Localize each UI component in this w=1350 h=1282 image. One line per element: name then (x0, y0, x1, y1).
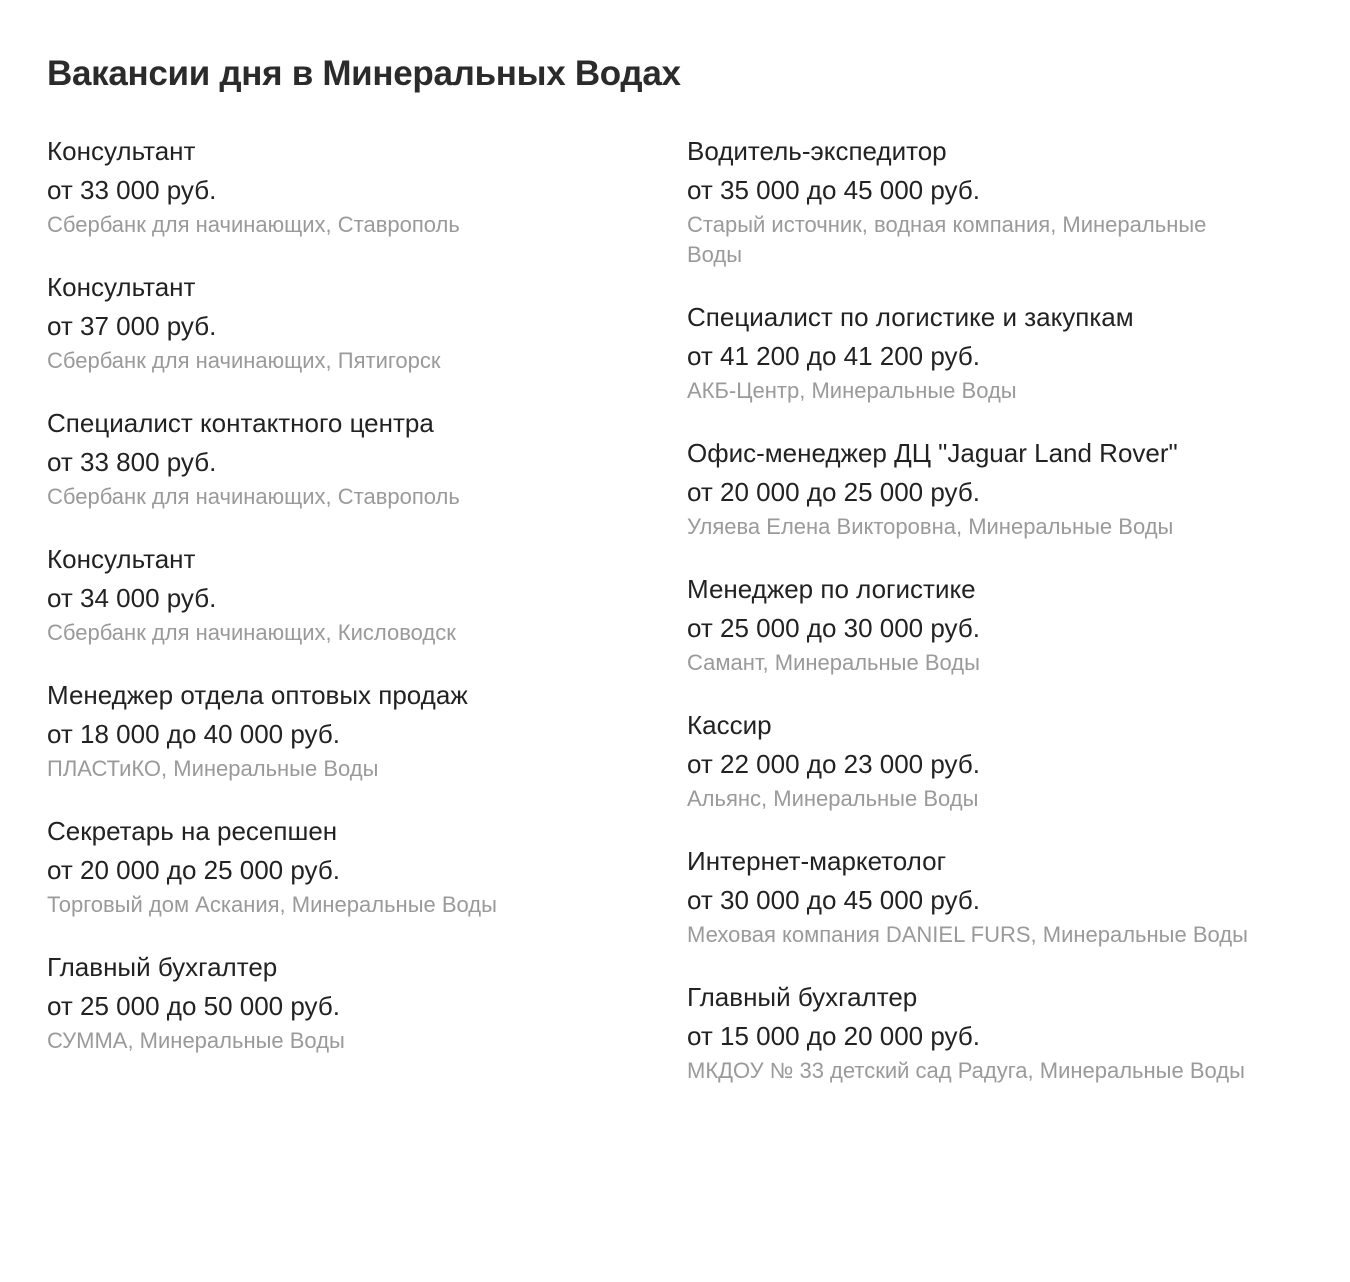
vacancy-salary: от 37 000 руб. (47, 311, 217, 341)
vacancy-salary: от 18 000 до 40 000 руб. (47, 719, 340, 749)
vacancy-title-link[interactable]: Офис-менеджер ДЦ "Jaguar Land Rover" (687, 438, 1178, 468)
vacancy-title-link[interactable]: Специалист контактного центра (47, 408, 434, 438)
vacancy-salary: от 35 000 до 45 000 руб. (687, 175, 980, 205)
vacancy-company: Старый источник, водная компания, Минеральные Воды (687, 212, 1207, 267)
vacancy-salary: от 20 000 до 25 000 руб. (47, 855, 340, 885)
vacancy-item (47, 948, 647, 1056)
vacancy-company: СУММА, Минеральные Воды (47, 1028, 345, 1053)
vacancy-company: Меховая компания DANIEL FURS, Минеральные Воды (687, 922, 1248, 947)
vacancy-title-link[interactable]: Интернет-маркетолог (687, 846, 947, 876)
vacancy-item (687, 978, 1287, 1086)
vacancy-salary: от 30 000 до 45 000 руб. (687, 885, 980, 915)
vacancy-list-left (47, 132, 647, 1084)
vacancy-salary: от 25 000 до 30 000 руб. (687, 613, 980, 643)
vacancy-item (47, 812, 647, 920)
vacancy-salary: от 33 000 руб. (47, 175, 217, 205)
vacancy-title-link[interactable]: Водитель-экспедитор (687, 136, 947, 166)
vacancy-company: Сбербанк для начинающих, Ставрополь (47, 212, 460, 237)
vacancy-salary: от 20 000 до 25 000 руб. (687, 477, 980, 507)
vacancy-company: ПЛАСТиКО, Минеральные Воды (47, 756, 379, 781)
vacancy-title-link[interactable]: Менеджер отдела оптовых продаж (47, 680, 468, 710)
vacancy-item (47, 132, 647, 240)
vacancy-salary: от 15 000 до 20 000 руб. (687, 1021, 980, 1051)
vacancy-item (687, 842, 1287, 950)
vacancy-salary: от 22 000 до 23 000 руб. (687, 749, 980, 779)
vacancy-company: МКДОУ № 33 детский сад Радуга, Минеральные Воды (687, 1058, 1245, 1083)
vacancy-item (47, 676, 647, 784)
vacancy-title-link[interactable]: Главный бухгалтер (47, 952, 278, 982)
vacancy-item (687, 298, 1287, 406)
vacancy-title-link[interactable]: Кассир (687, 710, 772, 740)
vacancy-salary: от 25 000 до 50 000 руб. (47, 991, 340, 1021)
vacancy-item (687, 570, 1287, 678)
vacancy-title-link[interactable]: Менеджер по логистике (687, 574, 976, 604)
vacancy-title-link[interactable]: Консультант (47, 136, 196, 166)
vacancy-item (47, 268, 647, 376)
vacancy-title-link[interactable]: Главный бухгалтер (687, 982, 918, 1012)
vacancy-salary: от 33 800 руб. (47, 447, 217, 477)
vacancy-salary: от 41 200 до 41 200 руб. (687, 341, 980, 371)
vacancy-company: Альянс, Минеральные Воды (687, 786, 979, 811)
vacancy-title-link[interactable]: Консультант (47, 272, 196, 302)
vacancy-company: Уляева Елена Викторовна, Минеральные Воды (687, 514, 1174, 539)
vacancy-company: Сбербанк для начинающих, Кисловодск (47, 620, 456, 645)
vacancy-item (47, 404, 647, 512)
vacancy-company: Сбербанк для начинающих, Ставрополь (47, 484, 460, 509)
vacancy-item (687, 434, 1287, 542)
vacancy-title-link[interactable]: Секретарь на ресепшен (47, 816, 338, 846)
page-title: Вакансии дня в Минеральных Водах (47, 54, 681, 93)
vacancy-company: Самант, Минеральные Воды (687, 650, 980, 675)
vacancy-company: Сбербанк для начинающих, Пятигорск (47, 348, 441, 373)
vacancy-list-right (687, 132, 1287, 1114)
vacancy-item (687, 706, 1287, 814)
vacancy-salary: от 34 000 руб. (47, 583, 217, 613)
vacancy-item (47, 540, 647, 648)
vacancy-company: Торговый дом Аскания, Минеральные Воды (47, 892, 497, 917)
vacancy-company: АКБ-Центр, Минеральные Воды (687, 378, 1017, 403)
vacancy-title-link[interactable]: Консультант (47, 544, 196, 574)
vacancy-title-link[interactable]: Специалист по логистике и закупкам (687, 302, 1134, 332)
vacancy-item (687, 132, 1287, 270)
